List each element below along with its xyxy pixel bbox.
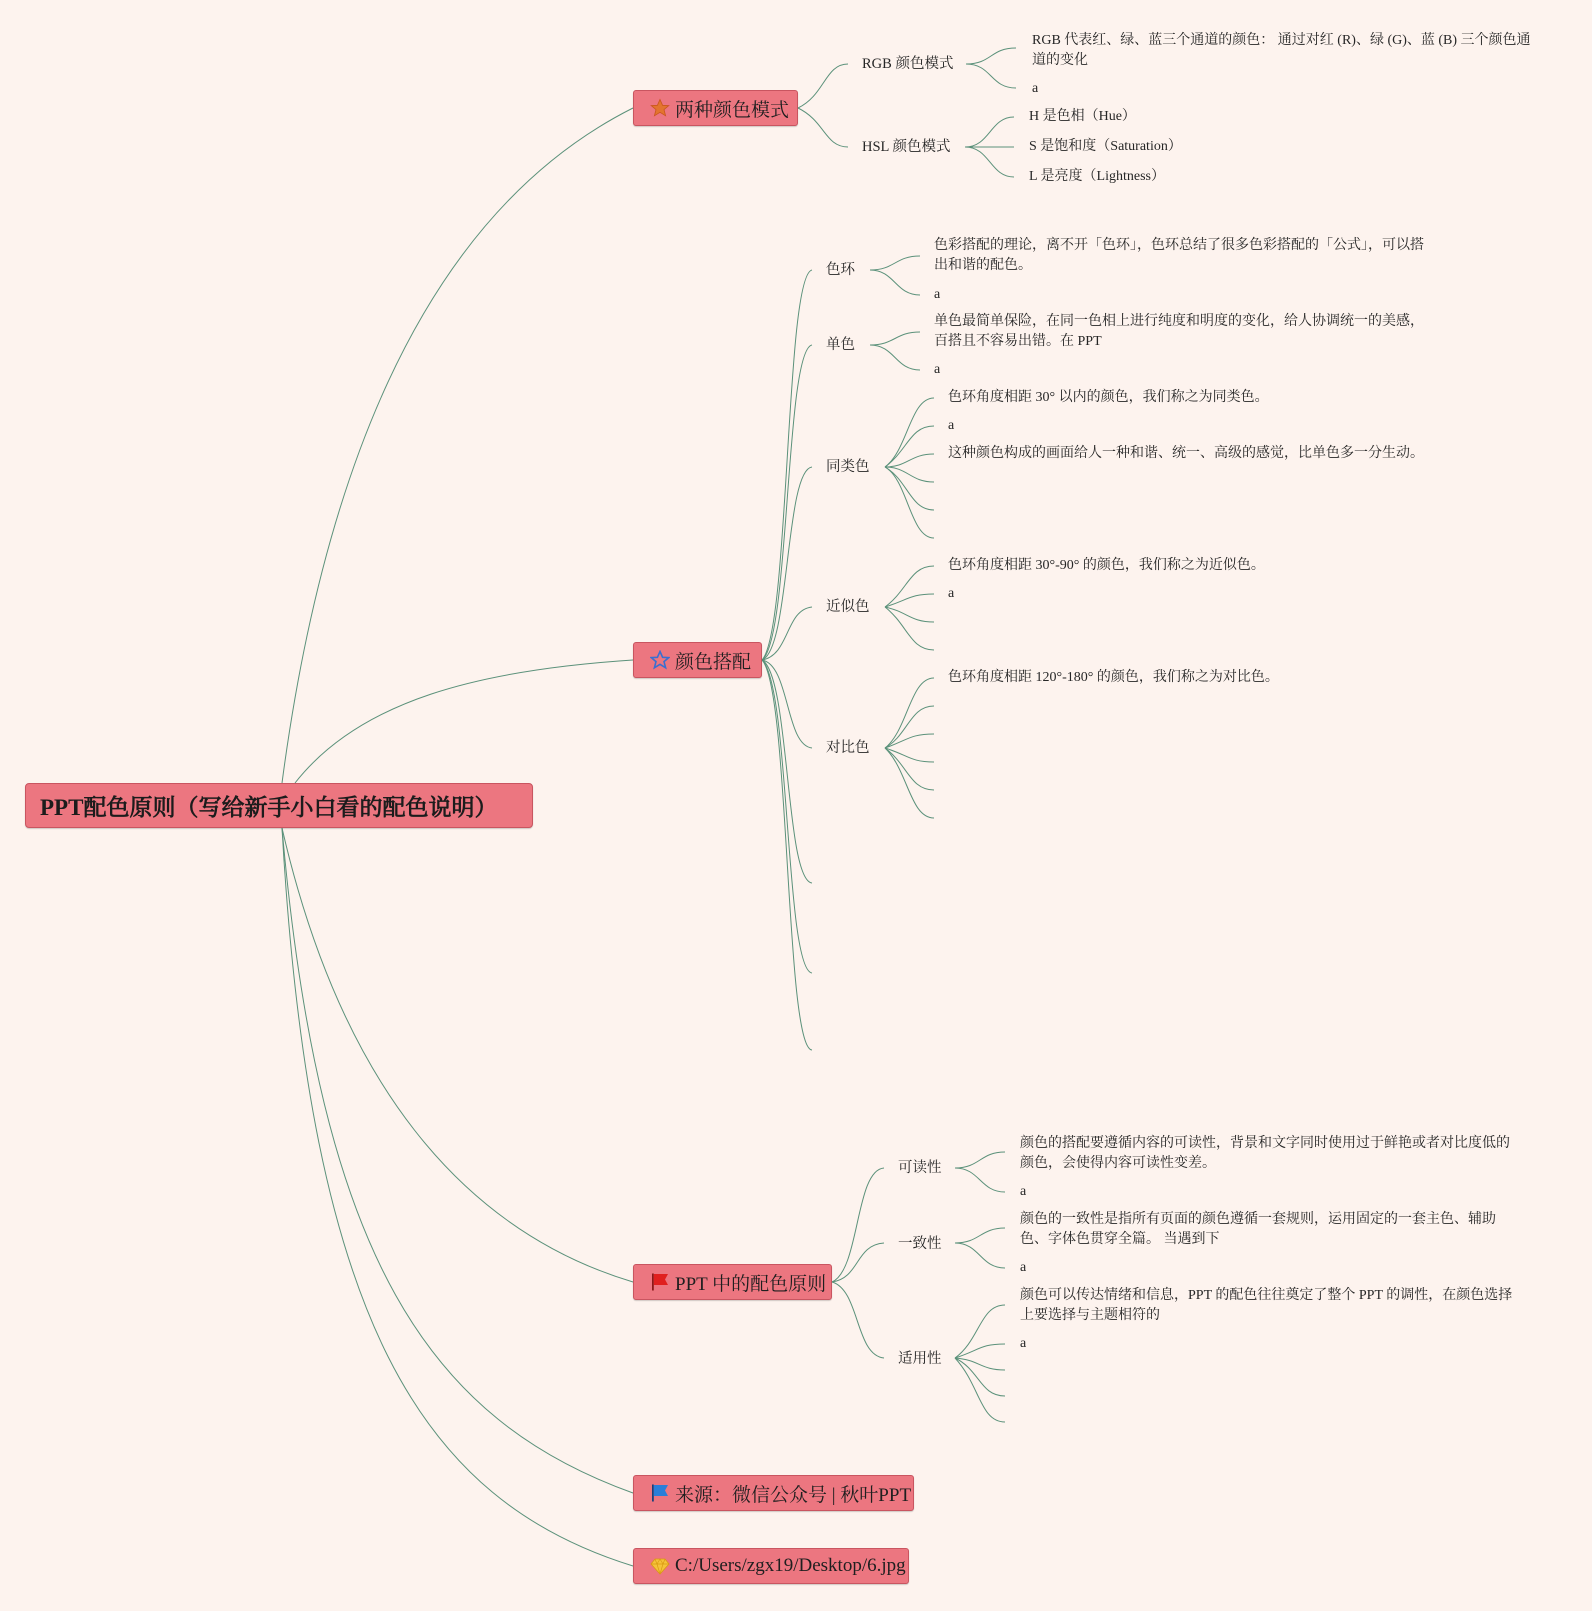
mono-node[interactable]: 单色 (826, 337, 855, 353)
hsl-item-saturation: S 是饱和度（Saturation） (1029, 139, 1182, 154)
topic-source[interactable] (633, 1475, 914, 1511)
topic-file-label: C:/Users/zgx19/Desktop/6.jpg (675, 1555, 906, 1576)
rgb-mode[interactable]: RGB 颜色模式 (862, 56, 954, 72)
consistency-extra: a (1020, 1260, 1027, 1275)
topic-matching-label: 颜色搭配 (675, 651, 752, 673)
rgb-mode-note: RGB 代表红、绿、蓝三个通道的颜色： 通过对红 (R)、绿 (G)、蓝 (B) 三个颜色通道的变化 (1032, 33, 1531, 68)
applicability-note: 颜色可以传达情绪和信息，PPT 的配色往往奠定了整个 PPT 的调性，在颜色选择上要选择与主题相符的 (1020, 1288, 1513, 1323)
hsl-mode[interactable]: HSL 颜色模式 (862, 139, 951, 155)
same-color-note: 色环角度相距 30° 以内的颜色，我们称之为同类色。 (948, 390, 1269, 405)
contrast-note: 色环角度相距 120°-180° 的颜色，我们称之为对比色。 (948, 670, 1279, 685)
topic-principles[interactable] (633, 1264, 832, 1300)
connector-root-source (282, 828, 633, 1493)
same-color-extra: a (948, 418, 955, 433)
wheel-note: 色彩搭配的理论，离不开「色环」，色环总结了很多色彩搭配的「公式」，可以搭出和谐的配色。 (934, 238, 1424, 273)
readability-node[interactable]: 可读性 (898, 1160, 942, 1176)
readability-note: 颜色的搭配要遵循内容的可读性，背景和文字同时使用过于鲜艳或者对比度低的颜色，会使得内容可读性变差。 (1020, 1136, 1510, 1171)
rgb-mode-extra: a (1032, 81, 1039, 96)
consistency-node[interactable]: 一致性 (898, 1236, 942, 1252)
topic-color-modes-label: 两种颜色模式 (675, 99, 790, 121)
connector-root-principles (282, 828, 633, 1282)
wheel-extra: a (934, 287, 941, 302)
topic-source-label: 来源：微信公众号 | 秋叶PPT (675, 1484, 912, 1506)
connector-root-colormodes (282, 108, 633, 783)
root-topic-label: PPT配色原则（写给新手小白看的配色说明） (40, 795, 498, 820)
analog-node[interactable]: 近似色 (826, 599, 870, 615)
applicability-node[interactable]: 适用性 (898, 1351, 942, 1367)
contrast-node[interactable]: 对比色 (826, 740, 870, 756)
hsl-item-hue: H 是色相（Hue） (1029, 109, 1136, 124)
applicability-extra: a (1020, 1336, 1027, 1351)
topic-principles-label: PPT 中的配色原则 (675, 1273, 827, 1295)
hsl-item-lightness: L 是亮度（Lightness） (1029, 169, 1165, 184)
star-filled-icon (650, 98, 670, 118)
root-topic[interactable] (25, 783, 533, 828)
connector-root-file (282, 828, 633, 1566)
topic-file[interactable] (633, 1548, 909, 1584)
gem-icon (650, 1556, 670, 1576)
mono-note: 单色最简单保险，在同一色相上进行纯度和明度的变化，给人协调统一的美感，百搭且不容易出错。在 PPT (934, 314, 1424, 349)
same-color-node[interactable]: 同类色 (826, 459, 870, 475)
analog-note: 色环角度相距 30°-90° 的颜色，我们称之为近似色。 (948, 558, 1265, 573)
analog-extra: a (948, 586, 955, 601)
star-outline-icon (650, 650, 670, 670)
same-color-note-2: 这种颜色构成的画面给人一种和谐、统一、高级的感觉，比单色多一分生动。 (948, 446, 1424, 461)
blue-flag-icon (650, 1483, 670, 1503)
consistency-note: 颜色的一致性是指所有页面的颜色遵循一套规则，运用固定的一套主色、辅助色、字体色贯穿全篇。 当遇到下 (1020, 1212, 1496, 1247)
wheel-node[interactable]: 色环 (826, 262, 855, 278)
connector-root-matching (295, 660, 633, 783)
topic-matching[interactable] (633, 642, 762, 678)
readability-extra: a (1020, 1184, 1027, 1199)
red-flag-icon (650, 1272, 670, 1292)
topic-color-modes[interactable] (633, 90, 798, 126)
mono-extra: a (934, 362, 941, 377)
